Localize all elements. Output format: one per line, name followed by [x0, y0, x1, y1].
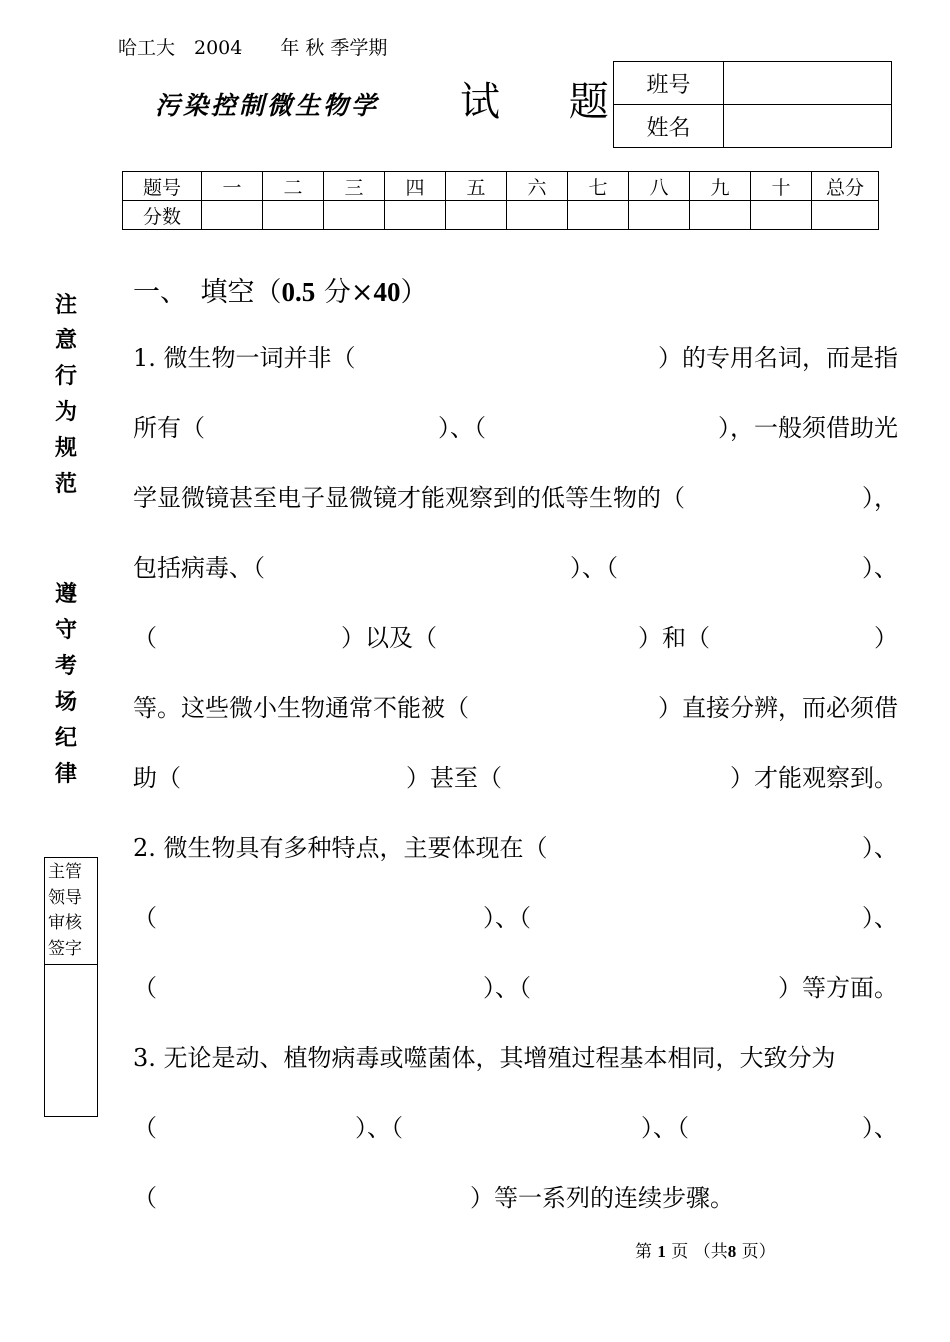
notice-char: 注	[54, 292, 77, 318]
text-segment: ）的专用名词，而是指	[658, 344, 898, 372]
score-cell[interactable]	[202, 201, 263, 230]
text-segment: ）才能观察到。	[730, 764, 898, 792]
text-segment: 助（	[133, 764, 181, 792]
rule-char: 守	[54, 617, 77, 643]
notice-char: 为	[54, 399, 77, 425]
score-header-cell: 五	[446, 172, 507, 201]
score-header-cell: 九	[690, 172, 751, 201]
page-number: 1	[657, 1242, 666, 1261]
score-header-cell: 七	[568, 172, 629, 201]
score-cell[interactable]	[629, 201, 690, 230]
text-segment: ）、（	[570, 554, 618, 582]
text-segment: 1. 微生物一词并非（	[133, 344, 356, 372]
text-line	[133, 1178, 898, 1212]
text-line	[133, 968, 898, 1002]
score-header-cell: 八	[629, 172, 690, 201]
text-segment: （	[133, 1184, 157, 1212]
score-cell[interactable]	[751, 201, 812, 230]
score-cell[interactable]	[507, 201, 568, 230]
text-segment: （	[133, 624, 157, 652]
rule-char: 遵	[54, 581, 77, 607]
section-prefix: 一、	[133, 277, 174, 308]
text-segment: ）、（	[483, 974, 531, 1002]
text-line	[133, 548, 898, 582]
text-line	[133, 828, 898, 862]
score-row-label: 分数	[123, 201, 202, 230]
text-segment: ）和（	[638, 624, 710, 652]
footer-prefix: 第	[635, 1242, 658, 1262]
score-table	[122, 171, 879, 230]
text-segment: ），	[862, 484, 898, 512]
school-term-line: 哈工大 2004 年 秋 季学期	[118, 37, 388, 59]
section-count: 40	[373, 277, 401, 307]
signature-box[interactable]	[44, 857, 98, 1117]
footer-suffix: 页）	[736, 1242, 776, 1262]
text-segment: ）等一系列的连续步骤。	[470, 1184, 734, 1212]
text-segment: 2. 微生物具有多种特点，主要体现在（	[133, 834, 548, 862]
score-cell[interactable]	[812, 201, 879, 230]
text-line	[133, 758, 898, 792]
text-segment: ）、	[862, 834, 898, 862]
student-info-table	[613, 61, 892, 148]
text-line	[133, 408, 898, 442]
text-segment: ）、（	[355, 1114, 403, 1142]
text-segment: ），一般须借助光	[718, 414, 898, 442]
rule-char: 纪	[54, 725, 77, 751]
text-line	[133, 688, 898, 722]
section-title	[133, 270, 427, 309]
score-row	[123, 201, 879, 230]
course-name: 污染控制微生物学	[155, 91, 380, 120]
text-segment: （	[133, 974, 157, 1002]
text-line	[133, 1108, 898, 1142]
score-header-cell: 三	[324, 172, 385, 201]
text-segment: 包括病毒、（	[133, 554, 265, 582]
text-segment: ）、（	[641, 1114, 689, 1142]
notice-char: 范	[54, 471, 77, 497]
text-segment: ）、	[862, 904, 898, 932]
score-header-cell: 题号	[123, 172, 202, 201]
text-segment: ）、	[862, 1114, 898, 1142]
exam-title: 试 题	[460, 79, 637, 125]
text-segment: 学显微镜甚至电子显微镜才能观察到的低等生物的（	[133, 484, 685, 512]
notice-char: 意	[54, 327, 77, 353]
section-title-rest: 分×	[315, 277, 374, 308]
footer-mid: 页 （共	[665, 1242, 728, 1262]
score-cell[interactable]	[568, 201, 629, 230]
name-label: 姓名	[614, 105, 724, 148]
page-footer	[635, 1237, 776, 1262]
text-segment: （	[133, 1114, 157, 1142]
text-segment: 3. 无论是动、植物病毒或噬菌体，其增殖过程基本相同，大致分为	[133, 1044, 836, 1072]
score-header-cell: 四	[385, 172, 446, 201]
text-segment: ）甚至（	[406, 764, 502, 792]
text-line	[133, 338, 898, 372]
score-header-cell: 二	[263, 172, 324, 201]
section-title-text: 填空（	[200, 277, 282, 308]
section-title-close: ）	[400, 277, 428, 308]
score-header-cell: 六	[507, 172, 568, 201]
score-cell[interactable]	[385, 201, 446, 230]
rule-char: 律	[54, 761, 77, 787]
text-segment: ）以及（	[341, 624, 437, 652]
rule-char: 场	[54, 689, 77, 715]
class-number-field[interactable]	[724, 62, 892, 105]
text-segment: ）直接分辨，而必须借	[658, 694, 898, 722]
score-cell[interactable]	[263, 201, 324, 230]
text-segment: ）、（	[483, 904, 531, 932]
section-score: 0.5	[281, 277, 316, 307]
score-header-cell: 十	[751, 172, 812, 201]
question-number-row	[123, 172, 879, 201]
score-header-cell: 一	[202, 172, 263, 201]
text-line	[133, 478, 898, 512]
notice-char: 行	[54, 363, 77, 389]
text-line	[133, 1038, 898, 1072]
text-segment: 所有（	[133, 414, 205, 442]
text-segment: 等。这些微小生物通常不能被（	[133, 694, 469, 722]
rule-char: 考	[54, 653, 77, 679]
score-cell[interactable]	[446, 201, 507, 230]
notice-char: 规	[54, 435, 77, 461]
total-pages: 8	[727, 1242, 737, 1261]
name-field[interactable]	[724, 105, 892, 148]
text-segment: ）	[874, 624, 898, 652]
signature-label: 主管领导审核签字	[45, 858, 97, 965]
text-segment: ）、	[862, 554, 898, 582]
text-segment: （	[133, 904, 157, 932]
score-cell[interactable]	[324, 201, 385, 230]
score-cell[interactable]	[690, 201, 751, 230]
text-segment: ）等方面。	[778, 974, 898, 1002]
text-line	[133, 618, 898, 652]
score-header-cell: 总分	[812, 172, 879, 201]
text-line	[133, 898, 898, 932]
text-segment: ）、（	[438, 414, 486, 442]
class-number-label: 班号	[614, 62, 724, 105]
